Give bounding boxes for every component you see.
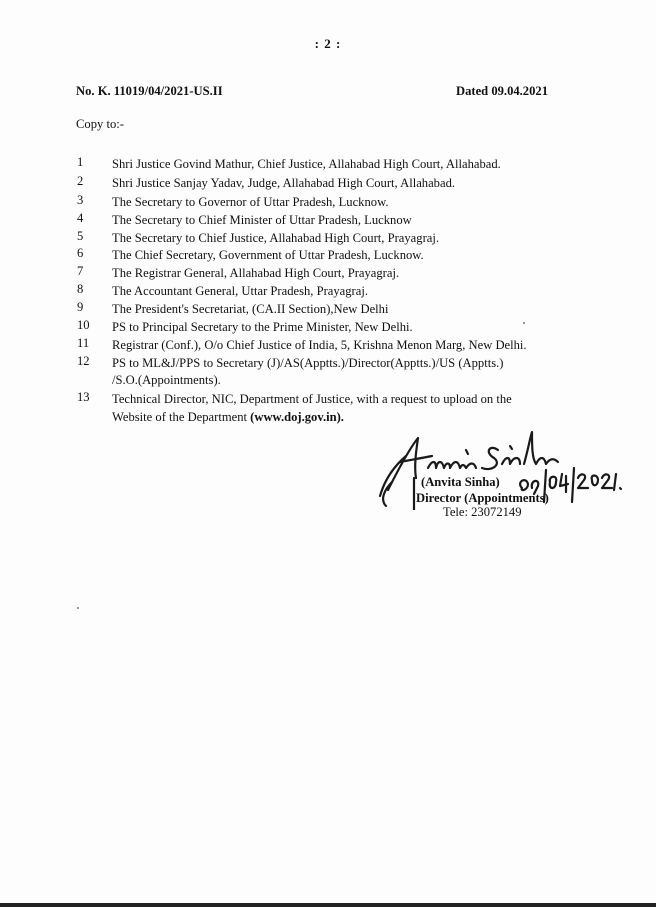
list-item-number: 4: [77, 211, 84, 225]
list-item-text: Registrar (Conf.), O/o Chief Justice of India, 5, Krishna Menon Marg, New Delhi.: [112, 338, 527, 352]
list-item-text: Shri Justice Govind Mathur, Chief Justice, Allahabad High Court, Allahabad.: [112, 157, 501, 171]
page-number: : 2 :: [314, 36, 342, 51]
list-item-text: The President's Secretariat, (CA.II Section),New Delhi: [112, 302, 389, 316]
list-item-text: The Chief Secretary, Government of Uttar Pradesh, Lucknow.: [112, 248, 424, 262]
reference-number: No. K. 11019/04/2021-US.II: [76, 84, 223, 98]
date-line: Dated 09.04.2021: [456, 84, 548, 98]
page-bottom-edge: [0, 903, 656, 907]
list-item-text: The Secretary to Governor of Uttar Pradesh, Lucknow.: [112, 195, 389, 209]
list-item-text: The Secretary to Chief Justice, Allahabad High Court, Prayagraj.: [112, 231, 439, 245]
copy-to-label: Copy to:-: [76, 117, 124, 131]
list-item-number: 6: [77, 246, 84, 260]
signatory-designation: Director (Appointments): [416, 491, 549, 505]
list-item-text: PS to Principal Secretary to the Prime Minister, New Delhi.: [112, 320, 413, 334]
list-item-text-line2: /S.O.(Appointments).: [112, 373, 221, 387]
website-link: (www.doj.gov.in).: [250, 410, 344, 424]
website-text: Website of the Department: [112, 410, 251, 424]
list-item-number: 11: [77, 336, 90, 350]
list-item-text: The Accountant General, Uttar Pradesh, Prayagraj.: [112, 284, 368, 298]
signatory-telephone: Tele: 23072149: [443, 505, 522, 519]
list-item-number: 3: [77, 193, 84, 207]
signatory-name: (Anvita Sinha): [421, 475, 500, 489]
list-item-number: 5: [77, 229, 84, 243]
list-item-number: 7: [77, 264, 84, 278]
list-item-text-line1: Technical Director, NIC, Department of Justice, with a request to upload on the: [112, 392, 512, 406]
list-item-number: 12: [77, 354, 90, 368]
list-item-number: 10: [77, 318, 90, 332]
scan-speck: [77, 607, 79, 609]
list-item-number: 13: [77, 390, 90, 404]
list-item-text: Shri Justice Sanjay Yadav, Judge, Allahabad High Court, Allahabad.: [112, 176, 456, 190]
list-item-number: 1: [77, 155, 84, 169]
list-item-text-line1: PS to ML&J/PPS to Secretary (J)/AS(Apptts.)/Director(Apptts.)/US (Apptts.): [112, 356, 504, 370]
list-item-text: The Registrar General, Allahabad High Court, Prayagraj.: [112, 266, 400, 280]
list-item-number: 9: [77, 300, 84, 314]
scan-speck: [523, 322, 525, 324]
list-item-text: The Secretary to Chief Minister of Uttar Pradesh, Lucknow: [112, 213, 412, 227]
list-item-number: 2: [77, 174, 84, 188]
list-item-number: 8: [77, 282, 84, 296]
